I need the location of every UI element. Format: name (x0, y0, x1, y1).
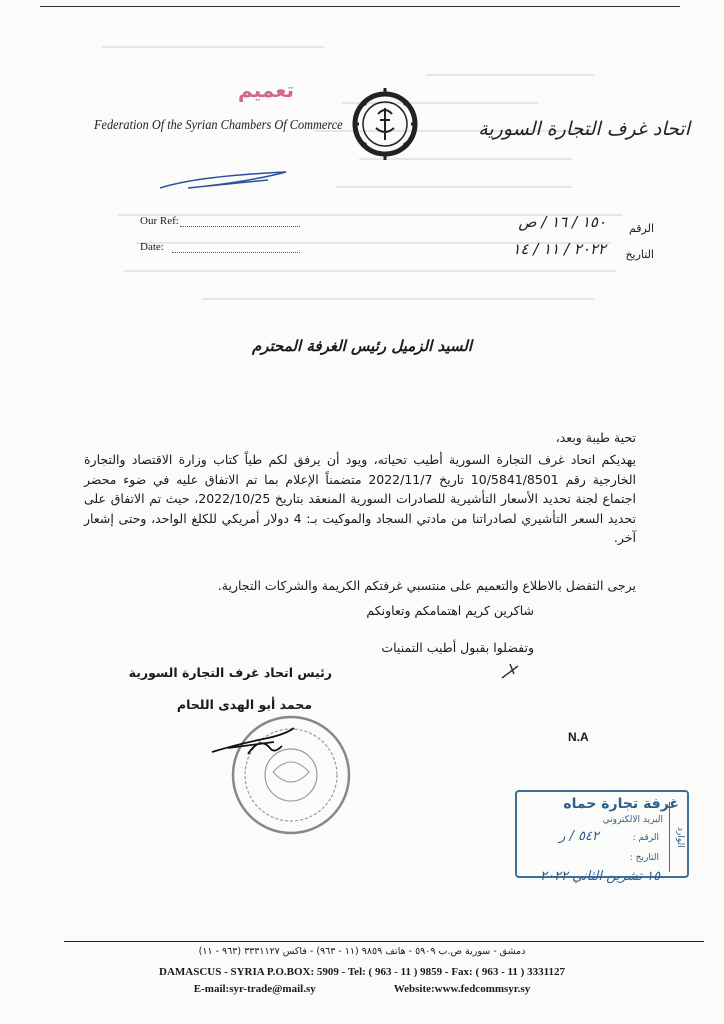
ref-number-handwritten: ١٥٠ / ١٦ / ص (518, 213, 606, 231)
regards-line: وتفضلوا بقبول أطيب التمنيات (381, 640, 534, 655)
greeting: تحية طيبة وبعد، (555, 430, 636, 445)
received-stamp-subtitle: البريد الالكتروني (602, 815, 663, 825)
footer-rule (64, 941, 704, 942)
date-handwritten: ٢٠٢٢ / ١١ / ١٤ (512, 240, 606, 258)
received-stamp-chamber-name: غرفة تجارة حماه (563, 796, 679, 812)
received-stamp-date-label: التاريخ : (629, 853, 659, 863)
date-dotted-line (172, 252, 300, 253)
signatory-title: رئيس اتحاد غرف التجارة السورية (128, 665, 332, 680)
received-stamp-number-value: ٥٤٢ / ر (559, 829, 599, 844)
circulation-request: يرجى التفضل بالاطلاع والتعميم على منتسبي غرفتكم الكريمة والشركات التجارية. (217, 578, 636, 593)
footer-address-english: DAMASCUS - SYRIA P.O.BOX: 5909 - Tel: ( 963 - 11 ) 9859 - Fax: ( 963 - 11 ) 3331127 (159, 966, 565, 978)
footer-website[interactable]: Website:www.fedcommsyr.sy (393, 983, 531, 995)
scan-top-edge (40, 6, 680, 7)
date-label-english: Date: (140, 241, 164, 253)
ref-label-english: Our Ref: (140, 215, 179, 227)
federation-logo (350, 84, 420, 164)
date-label-arabic: التاريخ (625, 248, 654, 261)
footer-email[interactable]: E-mail:syr-trade@mail.sy (193, 983, 316, 995)
footer-address-arabic: دمشق - سورية ص.ب ٥٩٠٩ - هاتف ٩٨٥٩ (١١ - ٩٦٣) - فاكس ٣٣٣١١٢٧ (٩٦٣ - ١١) (198, 946, 526, 957)
received-stamp-number-label: الرقم : (632, 833, 659, 843)
addressee-heading: السيد الزميل رئيس الغرفة المحترم (251, 337, 473, 355)
handwritten-signature (208, 724, 300, 760)
letter-body: يهديكم اتحاد غرف التجارة السورية أطيب تحياته، ويود أن يرفق لكم طياً كتاب وزارة الاقتصاد والتجارة الخارجية رقم 10/5841/8501 تاريخ 2022/11/7 متضمناً الإعلام بما تم الاتفاق عليه في ضوء محضر اجتماع لجنة تحديد الأسعار التأشيرية للصادرات السورية المنعقد بتاريخ 2022/10/25، حيث تم الاتفاق على تحديد السعر التأشيري لصادراتنا من مادتي السجاد والموكيت بـ: 4 دولار أمريكي للكلغ الواحد، وحتى إشعار آخر. (84, 452, 636, 545)
federation-name-arabic: اتحاد غرف التجارة السورية (478, 118, 690, 140)
typist-initials: N.A (568, 730, 589, 744)
circular-stamp-red: تعميم (238, 78, 295, 102)
signatory-name: محمد أبو الهدى اللحام (176, 697, 312, 712)
thanks-line: شاكرين كريم اهتمامكم وتعاونكم (366, 603, 534, 618)
received-stamp-handwritten-date: ١٥ تشرين الثاني ٢٠٢٢ (540, 869, 661, 884)
footer-contacts (0, 983, 724, 995)
blue-ink-initial-mark (158, 168, 290, 194)
federation-name-english: Federation Of the Syrian Chambers Of Commerce (94, 118, 343, 133)
received-stamp (515, 790, 689, 878)
received-stamp-side-label: الوارد (669, 802, 690, 872)
handwritten-check-mark (498, 660, 522, 682)
ref-dotted-line (180, 226, 300, 227)
ref-label-arabic: الرقم (628, 222, 654, 235)
